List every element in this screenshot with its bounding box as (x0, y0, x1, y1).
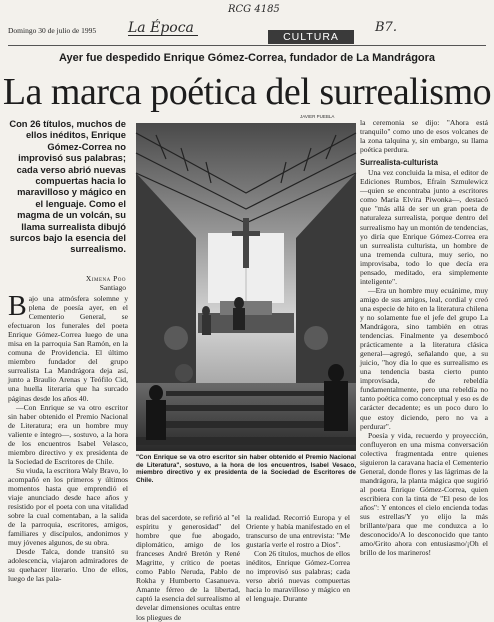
annotation-underline (128, 35, 198, 36)
paragraph: Su viuda, la escritora Waly Bravo, lo acompañó en los primeros y últimos momentos hasta que emprendió el viaje anunciado desde hace años y resistido por el poeta con una vitalidad sobre la cual comentaban, a la salida de la parroquia, escritores, amigos, familiares y discípulos, andonimos y muy jóvenes algunos, de su obra. (8, 465, 128, 548)
paragraph: Una vez concluida la misa, el editor de Ediciones Rumbos, Efraín Szmulewicz —quien se encontraba junto a escritores como María Elvira Piwonka—, destacó que "más allá de ser un gran poeta de naturaleza surrealista, porque dentro del surrealismo hay un montón de tendencias, yo diría que Enrique Gómez-Correa era un surrealista culturista, un hombre de una tremenda cultura, muy serio, no improvisaba, todo lo que decía era pensado, meditado, era simplemente inteligente". (360, 168, 488, 286)
photo-credit: JAVIER PUEBLA (300, 114, 335, 119)
page-number-annotation: B7. (375, 20, 397, 35)
archive-code-annotation: RCG 4185 (228, 4, 280, 15)
article-lead: Con 26 títulos, muchos de ellos inéditos, Enrique Gómez-Correa no improvisó sus palabras; cada verso abrió nuevas compuertas hacia lo maravilloso y mágico en el lenguaje. Como el magma de un volcán, su llama surrealista dibujó surcos bajo la esencia del surrealismo. (9, 118, 126, 255)
paragraph: ajo una atmósfera solemne y plena de poesía ayer, en el Cementerio General, se efectuaron los funerales del poeta Enrique Gómez-Correa luego de una misa en la parroquia San Ramón, en la comuna de Providencia. El último miembro fundador del grupo surrealista La Mandrágora deja así, junto a Braulio Arenas y Teófilo Cid, una huella literaria que ha surcado páginas desde los años 40. (8, 294, 128, 403)
paragraph: la ceremonia se dijo: "Ahora está tranquilo" como uno de esos volcanes de la zona talquina y, sin embargo, su llama poética perdura. (360, 118, 488, 155)
drop-cap: B (8, 291, 27, 322)
paragraph: Poesía y vida, recuerdo y proyección, confluyeron en una misma conversación colectiva fragmentada entre quienes siguieron la caravana hacia el Cementerio General, donde flores y las lágrimas de la mandrágora, la planta mágica que sugirió al poeta Enrique Gómez-Correa, quien escribiera con la tinta de "El peso de los años": Y entonces el cielo encienda todas sus estrellas/Y yo elijo la más brillante/para que me conduzca a lo desconocido/A lo desconocido que tanto amo/Grito ahora con entusiasmo/¡Oh el brillo de los marineros! (360, 430, 488, 558)
section-label: CULTURA (268, 30, 354, 44)
body-column-2 (136, 513, 240, 622)
funeral-church-photo (136, 123, 356, 451)
photo-caption: "Con Enrique se va otro escritor sin haber obtenido el Premio Nacional de Literatura", sostuvo, a la hora de los encuentros, Isabel Vesaco, miembro directivo y ex presidenta de la Sociedad de Escritores de Chile. (136, 454, 356, 484)
body-column-3 (246, 513, 350, 603)
article-headline: La marca poética del surrealismo (2, 71, 492, 113)
paragraph: la realidad. Recorrió Europa y el Oriente y había manifestado en el transcurso de una entrevista: "Me gustaría verle el rostro a Dios". (246, 513, 350, 550)
author-name: Ximena Poo (85, 274, 126, 283)
body-column-4 (360, 118, 488, 557)
paragraph: bras del sacerdote, se refirió al "el espíritu y generosidad" del hombre que fue abogado, diplomático, amigo de los franceses André Bretón y René Magritte, y crítico de poetas como Pablo Neruda, Pablo de Rokha y Humberto Casanueva. Amante férreo de la libertad, captó la esencia del surrealismo al develar dimensiones ocultas entre los pliegues de (136, 513, 240, 622)
issue-date: Domingo 30 de julio de 1995 (8, 26, 97, 35)
body-column-1 (8, 291, 128, 584)
article-kicker: Ayer fue despedido Enrique Gómez-Correa, fundador de La Mandrágora (58, 52, 436, 64)
section-subhead: Surrealista-culturista (360, 158, 438, 168)
paragraph: —Con Enrique se va otro escritor sin haber obtenido el Premio Nacional de Literatura; era un hombre muy valiente e íntegro—, sostuvo, a la hora de los encuentros Isabel Velasco, miembro directivo y ex presidenta de la Sociedad de Escritores de Chile. (8, 402, 128, 466)
paragraph: —Era un hombre muy ecuánime, muy amigo de sus amigos, leal, cordial y creó una especie de hito en la literatura chilena y no solamente fue el jefe del grupo La Mandrágora, sino también en otras tendencias. Finalmente ya desembocó prácticamente a la literatura clásica general—agregó, señalando que, a su juicio, "hoy día lo que es surrealismo es una tendencia basta cierto punto improvisada, de rebeldía fundamentalmente, pero una rebeldía no tanto poética como conceptual y eso es de carácter decadente; es un poco duro lo que estoy diciendo, pero no va a perdurar". (360, 285, 488, 431)
newspaper-name-annotation: La Época (128, 20, 194, 36)
paragraph: Desde Talca, donde transitó su adolescencia, viajaron admiradores de su quehacer literario. Uno de ellos, luego de las pala- (8, 547, 128, 584)
header-rule (8, 45, 486, 46)
paragraph: Con 26 títulos, muchos de ellos inéditos, Enrique Gómez-Correa no improvisó sus palabras; cada verso abrió nuevas compuertas hacia lo maravilloso y mágico en el lenguaje. Durante (246, 549, 350, 604)
dateline-city: Santiago (99, 283, 126, 292)
byline (8, 274, 126, 292)
